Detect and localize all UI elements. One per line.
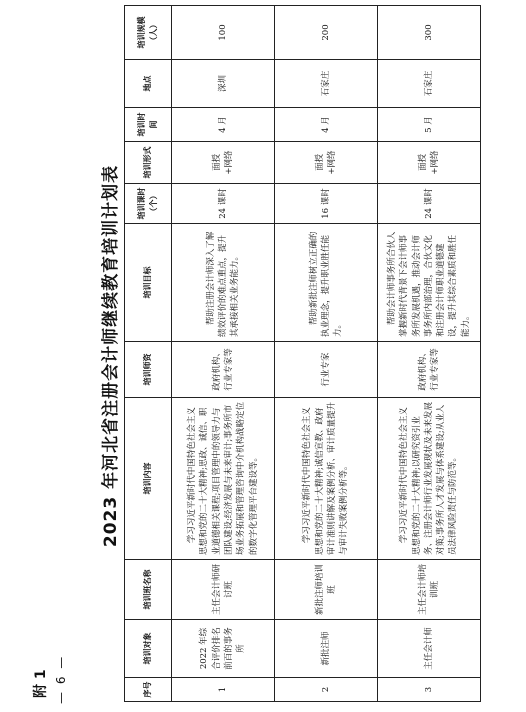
cell-time: 4 月	[172, 108, 275, 142]
header-index: 序号	[125, 678, 172, 702]
cell-goal: 帮助新批注师树立正确的执业理念，提升职业胜任能力。	[275, 224, 378, 342]
page-title: 2023 年河北省注册会计师继续教育培训计划表	[101, 164, 121, 548]
cell-time: 4 月	[275, 108, 378, 142]
cell-format	[275, 142, 378, 184]
cell-format	[378, 142, 481, 184]
cell-hours: 16 课时	[275, 184, 378, 224]
cell-content: 学习习近平新时代中国特色社会主义思想和党的二十大精神;思政、诚信、职业道德相关课程;项目管理中的领导力与团队建设;经济发展与未来审计;事务所市场业务拓展和管理咨询中介机构战略定位的数字化管理平台建设等。	[172, 398, 275, 560]
cell-content: 学习习近平新时代中国特色社会主义思想和党的二十大精神;以研究资引业务、注册会计师行业发展现状及未来发展对策;事务所人才发展与体系建设;从业人员法律风险责任与防范等。	[378, 398, 481, 560]
cell-faculty: 政府机构、行业专家等	[172, 342, 275, 398]
cell-hours: 24 课时	[378, 184, 481, 224]
header-place: 地点	[125, 60, 172, 108]
format-text: 面授+网络	[211, 150, 234, 175]
header-format: 培训形式	[125, 142, 172, 184]
page-number: — 6 —	[54, 654, 68, 704]
cell-target: 新批注师	[275, 620, 378, 678]
table-row	[378, 6, 481, 702]
header-hours: 培训课时（个）	[125, 184, 172, 224]
cell-index: 2	[275, 678, 378, 702]
cell-class-name: 新批注师培训班	[275, 560, 378, 620]
cell-content: 学习习近平新时代中国特色社会主义思想和党的二十大精神;诚信宣教、政府审计准则讲解及案例分析、审计质量提升与审计失败案例分析等。	[275, 398, 378, 560]
cell-faculty: 政府机构、行业专家等	[378, 342, 481, 398]
cell-place: 石家庄	[378, 60, 481, 108]
header-faculty: 培训师资	[125, 342, 172, 398]
table-header-row	[125, 6, 172, 702]
cell-goal: 帮助注册会计师深入了解绩效评价的难点重点，提升其承接相关业务能力。	[172, 224, 275, 342]
cell-goal: 帮助会计师事务所合伙人掌握新时代背景下会计师事务所发展机遇，推动会计师事务所内部治理，合伙文化和注册会计师职业道德建设，提升其综合素质和胜任能力。	[378, 224, 481, 342]
cell-target: 2022 年综合评价排名前百的事务所	[172, 620, 275, 678]
table-row	[172, 6, 275, 702]
cell-place: 石家庄	[275, 60, 378, 108]
cell-scale: 100	[172, 6, 275, 60]
header-content: 培训内容	[125, 398, 172, 560]
header-scale: 培训规模（人）	[125, 6, 172, 60]
header-target: 培训对象	[125, 620, 172, 678]
format-text: 面授+网络	[417, 150, 440, 175]
cell-place: 深圳	[172, 60, 275, 108]
cell-scale: 200	[275, 6, 378, 60]
cell-target: 主任会计师	[378, 620, 481, 678]
cell-scale: 300	[378, 6, 481, 60]
cell-index: 1	[172, 678, 275, 702]
cell-class-name: 主任会计师培训班	[378, 560, 481, 620]
cell-format	[172, 142, 275, 184]
cell-time: 5 月	[378, 108, 481, 142]
table-row	[275, 6, 378, 702]
header-time: 培训时间	[125, 108, 172, 142]
training-plan-table	[124, 5, 481, 702]
header-goal: 培训目标	[125, 224, 172, 342]
cell-index: 3	[378, 678, 481, 702]
cell-faculty: 行业专家	[275, 342, 378, 398]
format-text: 面授+网络	[314, 150, 337, 175]
cell-hours: 24 课时	[172, 184, 275, 224]
annex-label: 附 1	[33, 669, 49, 698]
header-class-name: 培训班名称	[125, 560, 172, 620]
cell-class-name: 主任会计师研讨班	[172, 560, 275, 620]
